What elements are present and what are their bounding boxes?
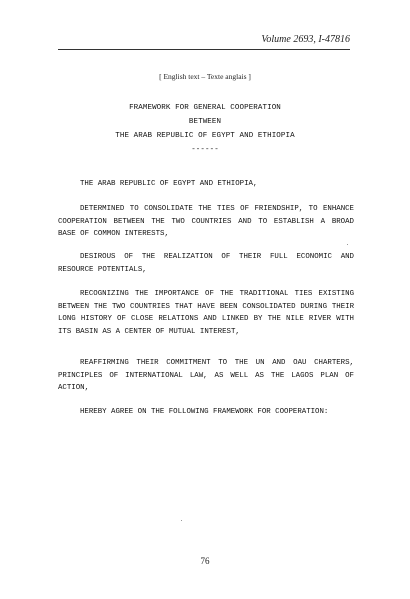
volume-header: Volume 2693, I-47816 (261, 34, 350, 45)
title-line-1: FRAMEWORK FOR GENERAL COOPERATION (129, 104, 281, 112)
paragraph-recognizing: RECOGNIZING THE IMPORTANCE OF THE TRADITIONAL TIES EXISTING BETWEEN THE TWO COUNTRIES THAT HAVE BEEN CONSOLIDATED DURING THEIR LONG HISTORY OF CLOSE RELATIONS AND LINKED BY THE NILE RIVER WITH ITS BASIN AS A CENTER OF MUTUAL INTEREST, (58, 290, 354, 336)
scan-speck (347, 244, 348, 245)
page-number: 76 (200, 556, 210, 566)
scan-speck (181, 520, 182, 521)
paragraph-determined: DETERMINED TO CONSOLIDATE THE TIES OF FRIENDSHIP, TO ENHANCE COOPERATION BETWEEN THE TWO COUNTRIES AND TO ESTABLISH A BROAD BASE OF COMMON INTERESTS, (58, 205, 354, 238)
paragraph-desirous: DESIROUS OF THE REALIZATION OF THEIR FULL ECONOMIC AND RESOURCE POTENTIALS, (58, 253, 354, 274)
paragraph-hereby-agree: HEREBY AGREE ON THE FOLLOWING FRAMEWORK FOR COOPERATION: (80, 408, 329, 416)
title-line-3: THE ARAB REPUBLIC OF EGYPT AND ETHIOPIA (115, 132, 295, 140)
paragraph-parties: THE ARAB REPUBLIC OF EGYPT AND ETHIOPIA, (80, 180, 258, 188)
language-note: [ English text – Texte anglais ] (159, 72, 251, 81)
paragraph-reaffirming: REAFFIRMING THEIR COMMITMENT TO THE UN AND OAU CHARTERS, PRINCIPLES OF INTERNATIONAL LAW, AS WELL AS THE LAGOS PLAN OF ACTION, (58, 359, 354, 392)
title-line-2: BETWEEN (188, 118, 222, 126)
header-rule (58, 49, 350, 50)
title-separator: ------ (191, 146, 219, 154)
